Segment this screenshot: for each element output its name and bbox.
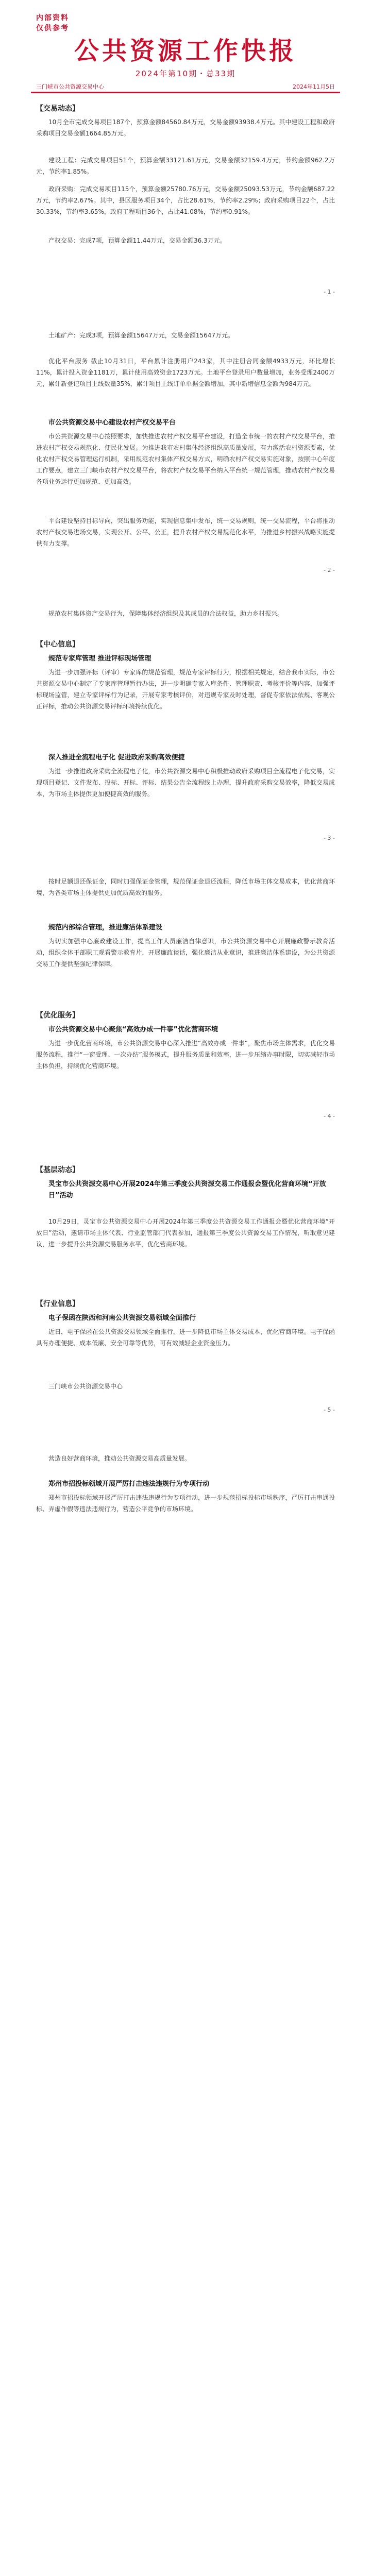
bulletin-title: 公共资源工作快报: [74, 37, 297, 65]
paragraph: 优化平台服务 截止10月31日，平台累计注册用户243家，其中注册合同金额4933万元，环比增长11%，累计投入资金1181万，累计使用高效资金1723万元。土地平台登录用户数量增加，业务受理2400万元，累计新登记项目上线数量35%，累计项目上线订单单据金额增加，其中新增信息金额为984万元。: [36, 358, 335, 387]
paragraph: 建设工程：完成交易项目51个，预算金额33121.61万元，交易金额32159.4万元，节约金额962.2万元，节约率1.85%。: [36, 157, 335, 175]
paragraph: 产权交易：完成7项，预算金额11.44万元，交易金额36.3万元。: [48, 237, 226, 244]
article-heading: 电子保函在陕西和河南公共资源交易领域全面推行: [48, 1314, 196, 1322]
paragraph: 郑州市招投标领域开展严厉打击违法违规行为专项行动，进一步规范招标投标市场秩序，严厉打击串通投标、弄虚作假等违法违规行为，营造公平竞争的市场环境。: [36, 1494, 335, 1513]
page-number: - 2 -: [324, 567, 335, 573]
paragraph: 按时足额退还保证金，同时加强保证金管理，规范保证金退还流程，降低市场主体交易成本，优化营商环境，为各类市场主体提供更加优质高效的服务。: [36, 878, 335, 896]
article-heading: 灵宝市公共资源交易中心开展2024年第三季度公共资源交易工作通报会暨优化营商环境“开放日”活动: [48, 1180, 326, 1199]
publish-date: 2024年11月5日: [293, 83, 335, 90]
page-number: - 4 -: [324, 1113, 335, 1120]
paragraph: 10月全市完成交易项目187个，预算金额84560.84万元，交易金额93938.4万元。其中建设工程和政府采购项目交易金额1664.85万元。: [36, 118, 335, 137]
paragraph: 为进一步优化营商环境，市公共资源交易中心深入推进“高效办成一件事”，聚焦市场主体需求，优化交易服务流程，推行“一窗受理、一次办结”服务模式，提升服务质量和效率，进一步压缩办事时限，切实减轻市场主体负担，持续优化营商环境。: [36, 1040, 335, 1070]
paragraph: 10月29日，灵宝市公共资源交易中心开展2024年第三季度公共资源交易工作通报会暨优化营商环境“开放日”活动，邀请市场主体代表、行业监管部门代表参加，通报第三季度公共资源交易工作情况，听取意见建议，进一步提升公共资源交易服务水平，优化营商环境。: [36, 1218, 335, 1248]
article-heading: 郑州市招投标领域开展严厉打击违法违规行为专项行动: [48, 1480, 210, 1488]
page-number: - 5 -: [324, 1406, 335, 1413]
paragraph: 为进一步加强评标（评审）专家库的规范管理，规范专家评标行为，根据相关规定，结合我市实际，市公共资源交易中心制定了专家库管理暂行办法，进一步明确专家入库条件、管理职责、考核评价等内容，加强评标现场监管，建立专家评标行为记录，开展专家考核评价，对违规专家及时处理，督促专家依法依规、客观公正评标，推动公共资源交易评标环境持续优化。: [36, 669, 335, 710]
page-number: - 3 -: [324, 835, 335, 841]
issue-number: 2024年第10期・总33期: [135, 69, 236, 78]
paragraph: 为进一步推进政府采购全流程电子化，市公共资源交易中心积极推动政府采购项目全流程电子化交易，实现项目登记、文件发布、投标、开标、评标、结果公告全流程线上办理，提升政府采购交易效率，降低交易成本，为市场主体提供更加便捷高效的服务。: [36, 768, 335, 798]
section-heading-center-info: 【中心信息】: [36, 640, 79, 649]
paragraph: 规范农村集体资产交易行为，保障集体经济组织及其成员的合法权益，助力乡村振兴。: [48, 610, 284, 617]
page-number: - 1 -: [324, 289, 335, 295]
paragraph: 土地矿产：完成3项，预算金额15647万元，交易金额15647万元。: [48, 332, 234, 339]
article-heading: 规范专家库管理 推进评标现场管理: [48, 655, 151, 663]
reference-only-tag: 仅供参考: [36, 24, 69, 32]
publisher-name: 三门峡市公共资源交易中心: [36, 83, 104, 90]
paragraph: 营造良好营商环境，推动公共资源交易高质量发展。: [48, 1455, 191, 1462]
internal-material-tag: 内部资料: [36, 14, 69, 22]
article-heading: 市公共资源交易中心建设农村产权交易平台: [48, 419, 176, 427]
paragraph: 近日，电子保函在公共资源交易领域全面推行，进一步降低市场主体交易成本，优化营商环境。电子保函具有办理便捷、成本低廉、安全可靠等优势，可有效减轻企业资金压力。: [36, 1328, 335, 1347]
section-org-line: 三门峡市公共资源交易中心: [48, 1383, 123, 1390]
masthead-rule: [31, 92, 340, 93]
paragraph: 市公共资源交易中心按照要求，加快推进农村产权交易平台建设，打造全市统一的农村产权交易平台，推进农村产权交易规范化、便民化发展。为推进我市农村集体经济组织高质量发展，有力激活农村资源要素，优化农村产权交易管理运行机制，采用规范农村集体产权交易方式，明确农村产权交易实施对象，按照中心年度工作要点，建立三门峡市农村产权交易平台，将农村产权交易平台纳入平台统一规范管理，推动农村产权交易各项业务运行更加规范、更加高效。: [36, 433, 335, 485]
article-heading: 深入推进全流程电子化 促进政府采购高效便捷: [48, 754, 185, 761]
section-heading-industry: 【行业信息】: [36, 1300, 79, 1308]
section-heading-trading: 【交易动态】: [36, 105, 79, 113]
paragraph: 政府采购：完成交易项目115个，预算金额25780.76万元，交易金额25093.53万元，节约金额687.22万元，节约率2.67%。其中，县区服务项目34个，占比28.61%，节约率2.29%；政府采购项目22个，占比30.33%，节约率3.65%，政府工程项目36个，占比41.08%，节约率0.91%。: [36, 185, 335, 215]
paragraph: 为切实加强中心廉政建设工作，提高工作人员廉洁自律意识，市公共资源交易中心开展廉政警示教育活动，组织全体干部职工观看警示教育片，开展廉政谈话，强化廉洁从业意识，推进廉洁体系建设，为公共资源交易工作提供坚强纪律保障。: [36, 938, 335, 968]
article-heading: 规范内部综合管理，推进廉洁体系建设: [48, 924, 163, 931]
article-heading: 市公共资源交易中心聚焦“高效办成一件事”优化营商环境: [48, 1026, 218, 1033]
paragraph: 平台建设坚持目标导向，突出服务功能，实现信息集中发布，统一交易规则，统一交易流程，平台将推动农村产权交易进场交易，实现公开、公平、公正，提升农村产权交易规范化水平，为推进乡村振兴战略实施提供有力支撑。: [36, 517, 335, 547]
section-heading-service: 【优化服务】: [36, 1011, 79, 1020]
section-heading-grassroots: 【基层动态】: [36, 1166, 79, 1174]
masthead-info-row: [36, 82, 335, 91]
